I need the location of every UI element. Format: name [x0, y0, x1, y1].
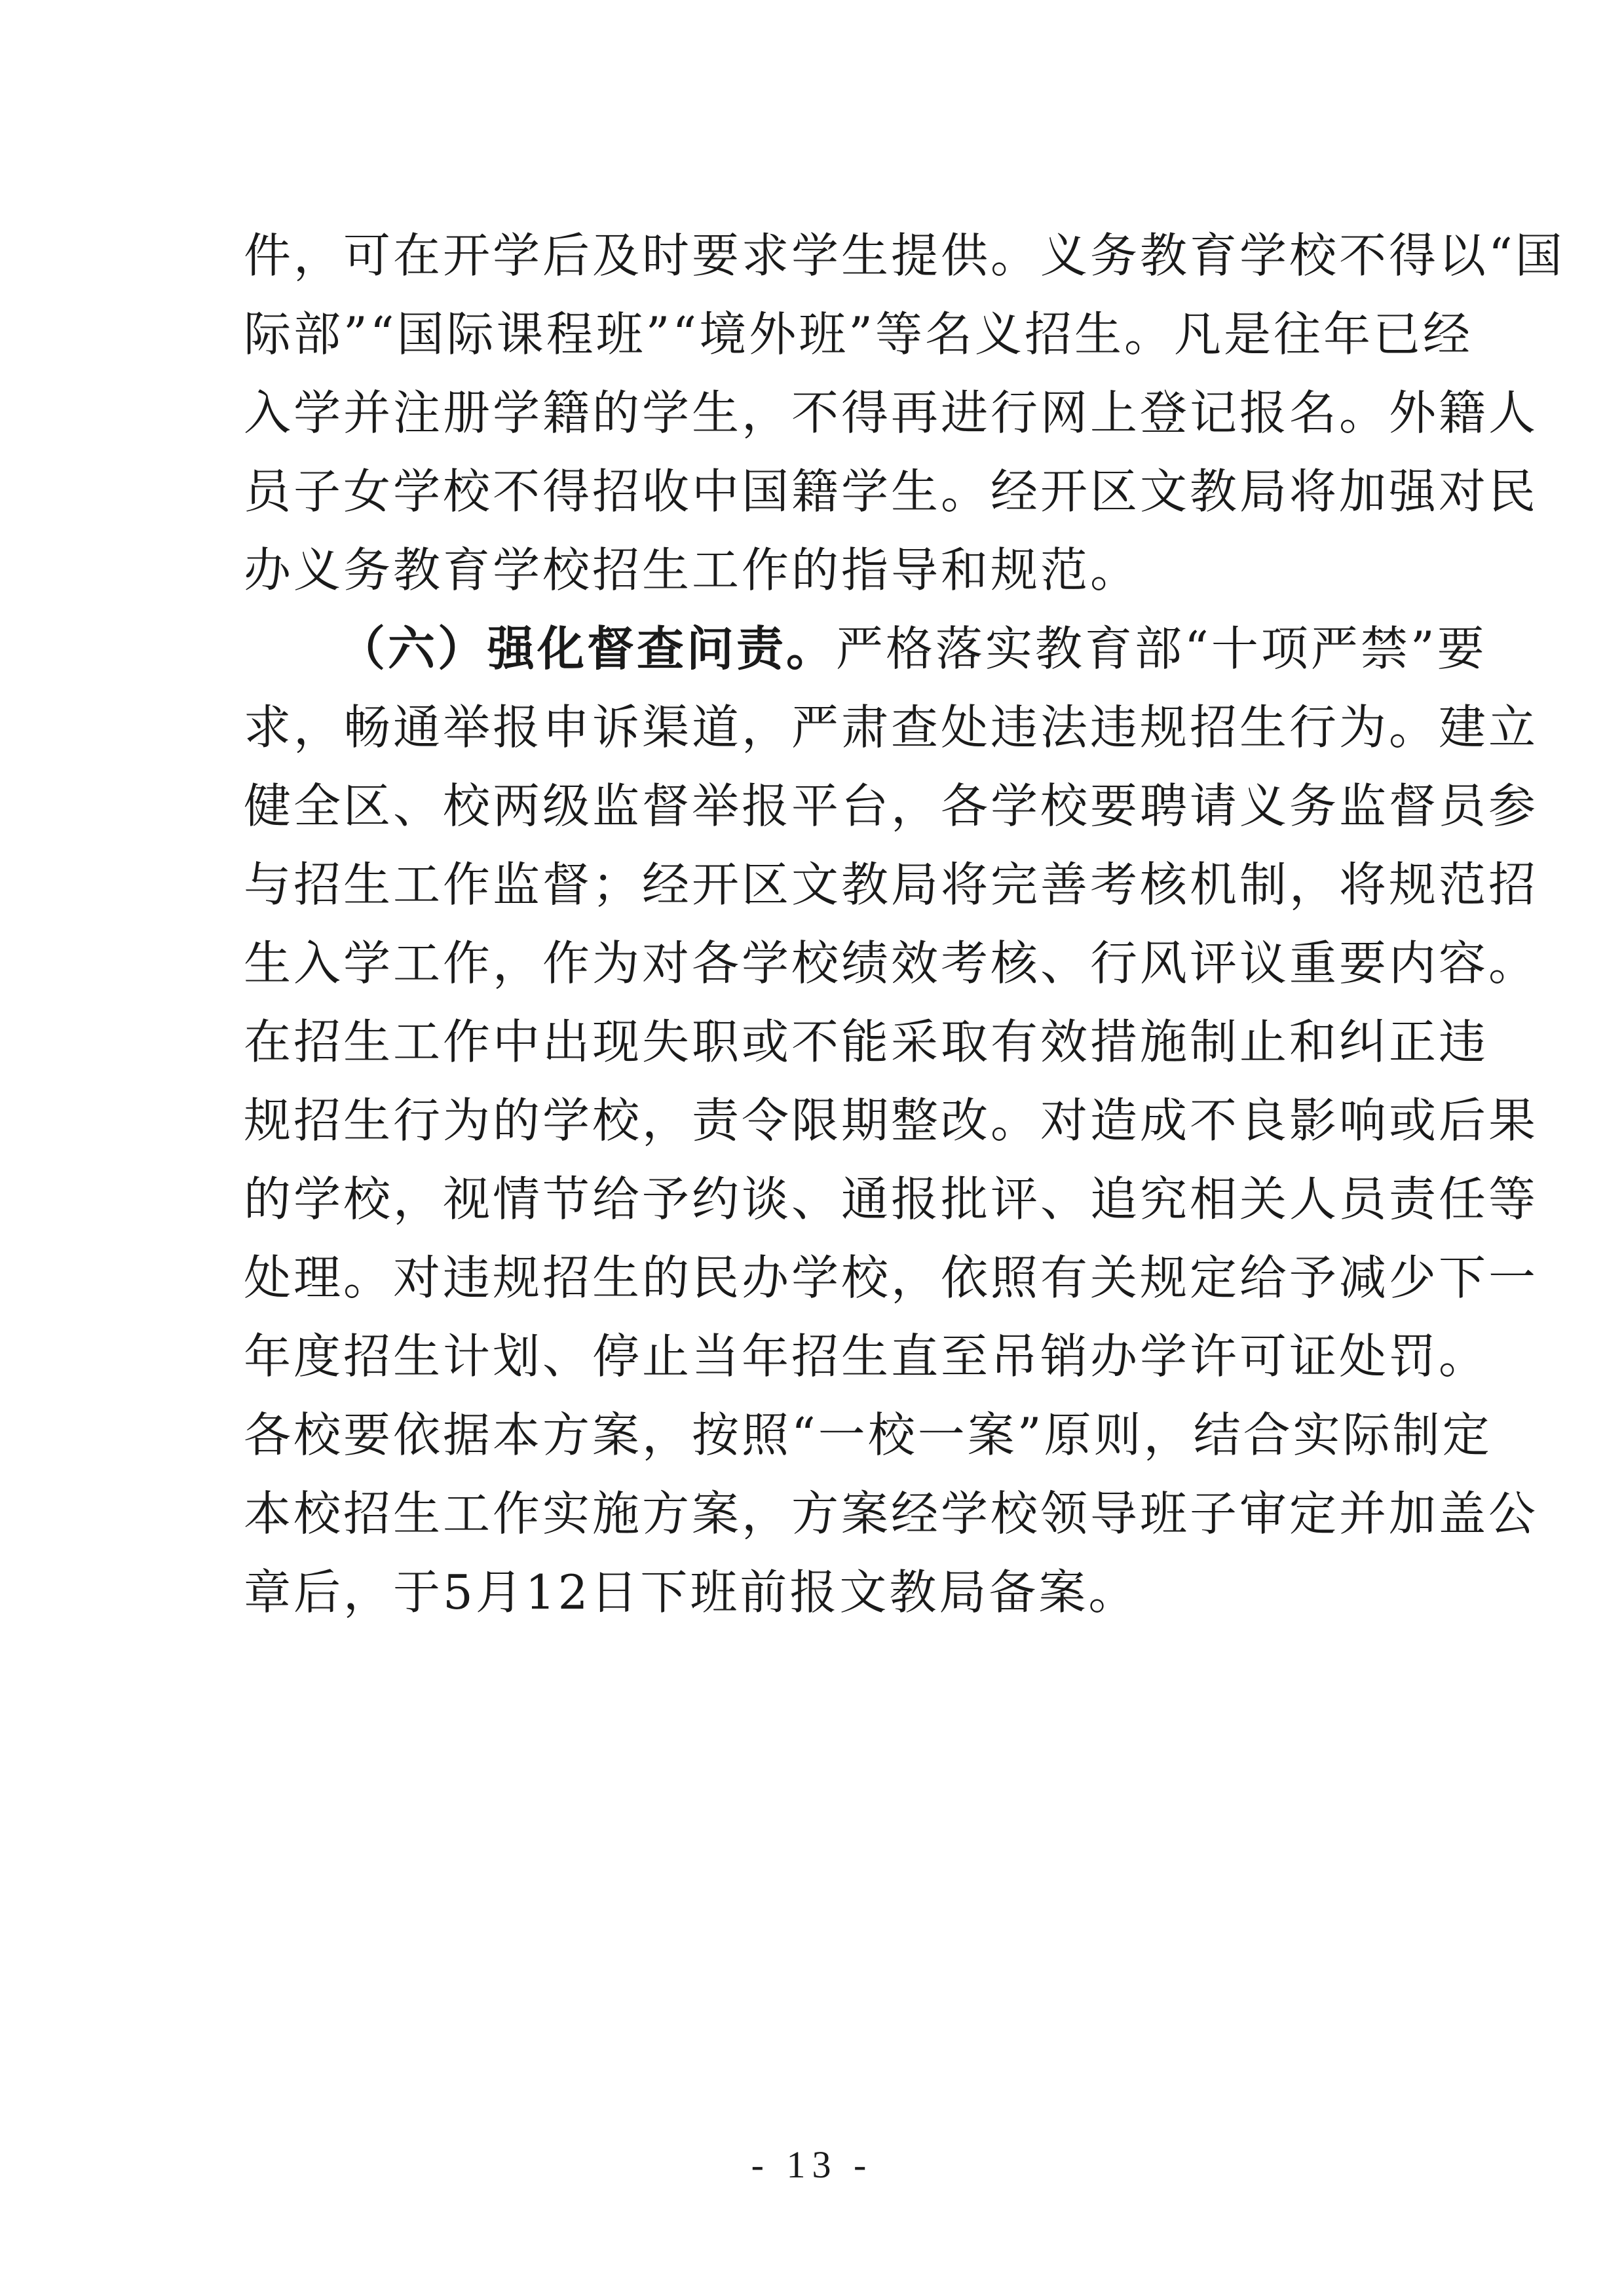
section-6-line: 处理。对违规招生的民办学校，依照有关规定给予减少下一 [244, 1250, 1539, 1305]
paragraph-line: 际部”“国际课程班”“境外班”等名义招生。凡是往年已经 [244, 307, 1473, 362]
section-6-line: 健全区、校两级监督举报平台，各学校要聘请义务监督员参 [244, 778, 1539, 833]
section-6-line: 规招生行为的学校，责令限期整改。对造成不良影响或后果 [244, 1093, 1539, 1148]
section-6-line: 在招生工作中出现失职或不能采取有效措施制止和纠正违 [244, 1014, 1489, 1069]
body-text [244, 216, 1565, 1632]
section-6-first-line-text: 严格落实教育部“十项严禁”要 [836, 621, 1487, 676]
paragraph-line: 件，可在开学后及时要求学生提供。义务教育学校不得以“国 [244, 228, 1565, 283]
section-6-line: 求，畅通举报申诉渠道，严肃查处违法违规招生行为。建立 [244, 700, 1539, 755]
section-6-line: 年度招生计划、停止当年招生直至吊销办学许可证处罚。 [244, 1329, 1489, 1384]
section-6-heading: （六）强化督查问责。 [338, 621, 837, 676]
section-6-first-line [244, 609, 1487, 688]
closing-line: 章后，于5月12日下班前报文教局备案。 [244, 1565, 1139, 1620]
paragraph-line: 办义务教育学校招生工作的指导和规范。 [244, 543, 1141, 598]
paragraph-line: 员子女学校不得招收中国籍学生。经开区文教局将加强对民 [244, 464, 1539, 519]
section-6-line: 与招生工作监督；经开区文教局将完善考核机制，将规范招 [244, 857, 1539, 912]
paragraph-line: 入学并注册学籍的学生，不得再进行网上登记报名。外籍人 [244, 385, 1539, 440]
page-number: - 13 - [751, 2143, 873, 2186]
closing-line: 各校要依据本方案，按照“一校一案”原则，结合实际制定 [244, 1407, 1492, 1463]
section-6-line: 生入学工作，作为对各学校绩效考核、行风评议重要内容。 [244, 936, 1539, 991]
section-6-line: 的学校，视情节给予约谈、通报批评、追究相关人员责任等 [244, 1172, 1539, 1227]
closing-line: 本校招生工作实施方案，方案经学校领导班子审定并加盖公 [244, 1486, 1539, 1541]
